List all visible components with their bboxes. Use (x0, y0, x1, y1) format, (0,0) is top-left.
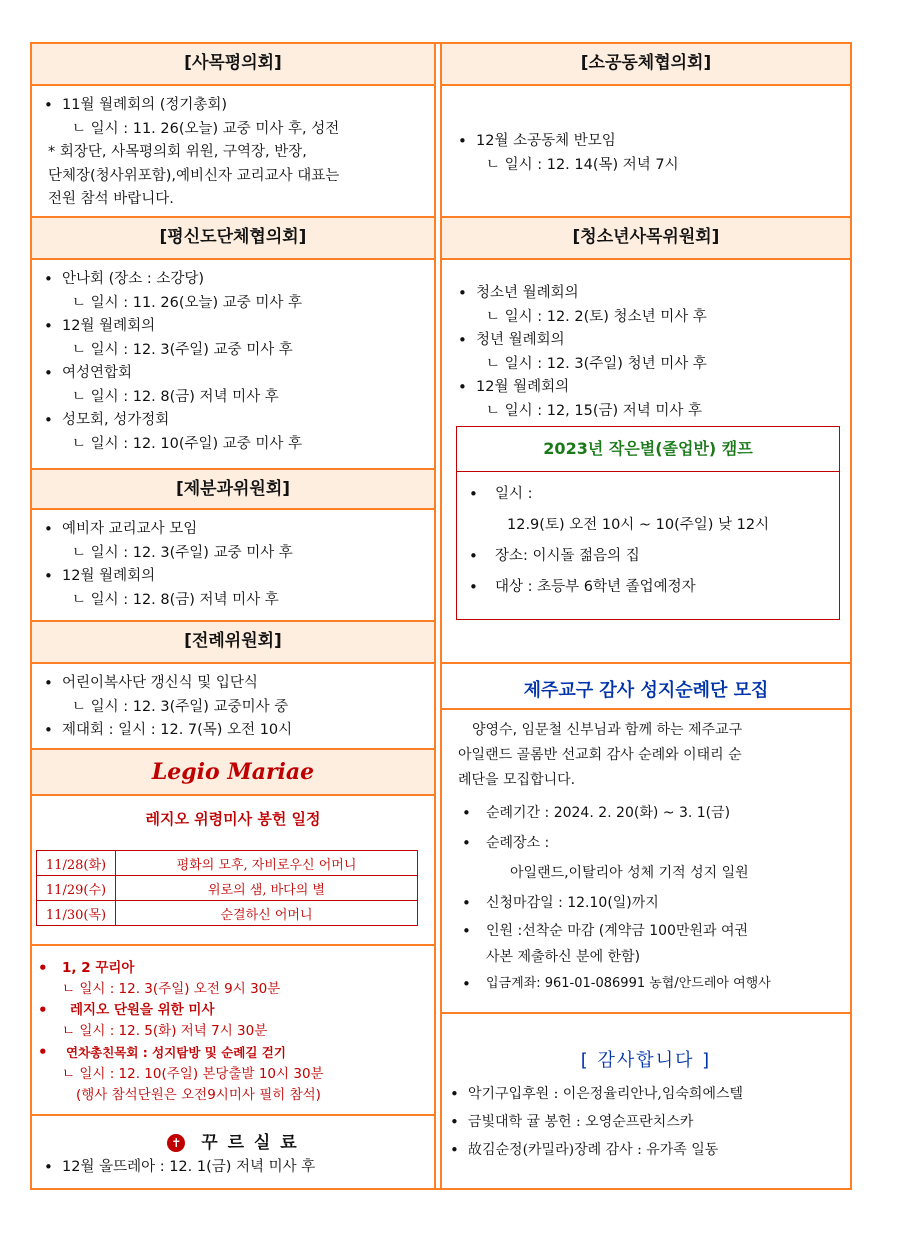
list-item-sub: ㄴ 일시 : 12. 5(화) 저녁 7시 30분 (62, 1023, 268, 1039)
jeonrye-title: [전례위원회] (184, 631, 282, 651)
pilgrimage-intro: 아일랜드 골롬반 선교회 감사 순례와 이태리 순 (458, 747, 742, 763)
list-item: • 장소: 이시돌 젊음의 집 (465, 541, 833, 572)
list-item: • 순례기간 : 2024. 2. 20(화) ~ 3. 1(금) (458, 798, 840, 828)
jebun-title: [제분과위원회] (175, 479, 291, 499)
list-item: • 청소년 월례회의 (454, 282, 844, 306)
pilgrimage-content (458, 718, 840, 998)
table-row (37, 901, 418, 926)
list-item-sub: ㄴ 일시 : 11. 26(오늘) 교중 미사 후, 성전 (72, 120, 340, 137)
schedule-praesidium: 위로의 샘, 바다의 별 (116, 876, 418, 901)
samok-title: [사목평의회] (184, 53, 282, 73)
list-item: • 12월 월례회의 (454, 376, 844, 400)
sogongdongche-header (442, 44, 850, 86)
list-item-sub: ㄴ 일시 : 12. 3(주일) 교중미사 중 (72, 698, 289, 715)
jebun-header (32, 468, 434, 510)
divider (442, 708, 850, 710)
sogongdongche-title: [소공동체협의회] (580, 53, 712, 73)
samok-note: 전원 참석 바랍니다. (48, 191, 174, 207)
list-item-sub: ㄴ 일시 : 12. 3(주일) 오전 9시 30분 (62, 981, 281, 997)
list-item-sub: ㄴ 일시 : 12. 3(주일) 교중 미사 후 (72, 544, 293, 561)
kkureusilryo-title: 꾸 르 실 료 (201, 1133, 299, 1153)
list-item-sub: (행사 참석단원은 오전9시미사 필히 참석) (76, 1087, 321, 1103)
schedule-praesidium: 평화의 모후, 자비로우신 어머니 (116, 851, 418, 876)
list-item: • 금빛대학 귤 봉헌 : 오영순프란치스카 (446, 1108, 848, 1136)
list-item: • 어린이복사단 갱신식 및 입단식 (40, 672, 430, 696)
camp-content (465, 479, 833, 603)
kkureusilryo-header (32, 1128, 434, 1153)
pyeongsindo-content (40, 268, 430, 456)
camp-box (456, 426, 840, 620)
sogongdongche-content (454, 130, 844, 177)
jebun-content (40, 518, 430, 612)
legio-schedule-table (36, 850, 418, 926)
cheongsonyeon-title: [청소년사목위원회] (572, 227, 720, 247)
list-item: • 일시 : (465, 479, 833, 510)
list-item: • 12월 울뜨레아 : 12. 1(금) 저녁 미사 후 (40, 1156, 430, 1180)
list-item: • 안나회 (장소 : 소강당) (40, 268, 430, 292)
list-item-sub: ㄴ 일시 : 12. 3(주일) 청년 미사 후 (486, 355, 707, 372)
list-item: • 제대회 : 일시 : 12. 7(목) 오전 10시 (40, 719, 430, 743)
schedule-praesidium: 순결하신 어머니 (116, 901, 418, 926)
divider (32, 1114, 434, 1116)
table-row (37, 851, 418, 876)
pilgrimage-intro: 양영수, 임문철 신부님과 함께 하는 제주교구 (472, 722, 743, 738)
list-item: • 신청마감일 : 12.10(일)까지 (458, 888, 840, 918)
list-item: • 연차총친목회 : 성지탐방 및 순례길 걷기 (34, 1042, 432, 1064)
list-item: • 입금계좌: 961-01-086991 농협/안드레아 여행사 (458, 970, 840, 998)
camp-title: 2023년 작은별(졸업반) 캠프 (457, 427, 839, 472)
samok-note: 단체장(청사위포함),예비신자 교리교사 대표는 (48, 167, 340, 184)
kkureusilryo-content (40, 1156, 430, 1180)
samok-content (40, 94, 430, 212)
pyeongsindo-title: [평신도단체협의회] (159, 227, 307, 247)
list-item: • 예비자 교리교사 모임 (40, 518, 430, 542)
list-item-sub: ㄴ 일시 : 12, 15(금) 저녁 미사 후 (486, 402, 703, 419)
list-item-sub: ㄴ 일시 : 12. 14(목) 저녁 7시 (486, 156, 679, 173)
list-item: • 악기구입후원 : 이은정율리안나,임숙희에스텔 (446, 1080, 848, 1108)
jeonrye-header (32, 620, 434, 664)
divider (442, 1012, 850, 1014)
pilgrimage-people-detail: 사본 제출하신 분에 한함) (486, 949, 641, 965)
pilgrimage-place-detail: 아일랜드,이탈리아 성체 기적 성지 일원 (510, 865, 749, 881)
list-item: • 12월 월례회의 (40, 315, 430, 339)
list-item: • 대상 : 초등부 6학년 졸업예정자 (465, 572, 833, 603)
list-item: • 인원 :선착순 마감 (계약금 100만원과 여권 (458, 918, 840, 944)
list-item-sub: ㄴ 일시 : 12. 8(금) 저녁 미사 후 (72, 591, 279, 608)
column-divider-right (440, 42, 442, 1190)
list-item-sub: ㄴ 일시 : 12. 10(주일) 본당출발 10시 30분 (62, 1066, 324, 1082)
samok-note: * 회장단, 사목평의회 위원, 구역장, 반장, (48, 144, 307, 160)
legio-events (34, 958, 432, 1106)
list-item: • 1, 2 꾸리아 (34, 958, 432, 979)
column-divider-left (434, 42, 436, 1190)
schedule-date: 11/30(목) (37, 901, 116, 926)
camp-date-detail: 12.9(토) 오전 10시 ~ 10(주일) 낮 12시 (507, 517, 770, 533)
list-item-sub: ㄴ 일시 : 11. 26(오늘) 교중 미사 후 (72, 294, 303, 311)
legio-schedule-title: 레지오 위령미사 봉헌 일정 (145, 810, 321, 828)
list-item-sub: ㄴ 일시 : 12. 3(주일) 교중 미사 후 (72, 341, 293, 358)
pilgrimage-intro: 례단을 모집합니다. (458, 772, 576, 788)
list-item: • 11월 월례회의 (정기총회) (40, 94, 430, 118)
legio-title: Legio Mariae (32, 748, 434, 796)
cheongsonyeon-content (454, 282, 844, 423)
thanks-title: [ 감사합니다 ] (580, 1050, 712, 1071)
list-item: • 12월 월례회의 (40, 565, 430, 589)
jeonrye-content (40, 672, 430, 743)
thanks-content (446, 1080, 848, 1164)
list-item-sub: ㄴ 일시 : 12. 2(토) 청소년 미사 후 (486, 308, 707, 325)
cheongsonyeon-header (442, 216, 850, 260)
list-item: • 12월 소공동체 반모임 (454, 130, 844, 154)
list-item: • 레지오 단원을 위한 미사 (34, 1000, 432, 1021)
list-item-sub: ㄴ 일시 : 12. 10(주일) 교중 미사 후 (72, 435, 303, 452)
list-item: • 여성연합회 (40, 362, 430, 386)
schedule-date: 11/28(화) (37, 851, 116, 876)
list-item: • 청년 월례회의 (454, 329, 844, 353)
pilgrimage-title: 제주교구 감사 성지순례단 모집 (523, 680, 769, 701)
table-row (37, 876, 418, 901)
divider (32, 944, 434, 946)
list-item: • 성모회, 성가정회 (40, 409, 430, 433)
schedule-date: 11/29(수) (37, 876, 116, 901)
list-item: • 순례장소 : (458, 828, 840, 858)
list-item-sub: ㄴ 일시 : 12. 8(금) 저녁 미사 후 (72, 388, 279, 405)
list-item: • 故김순정(카밀라)장례 감사 : 유가족 일동 (446, 1136, 848, 1164)
cross-badge-icon: ✝ (167, 1134, 185, 1152)
divider (442, 662, 850, 664)
samok-header (32, 44, 434, 86)
pyeongsindo-header (32, 216, 434, 260)
